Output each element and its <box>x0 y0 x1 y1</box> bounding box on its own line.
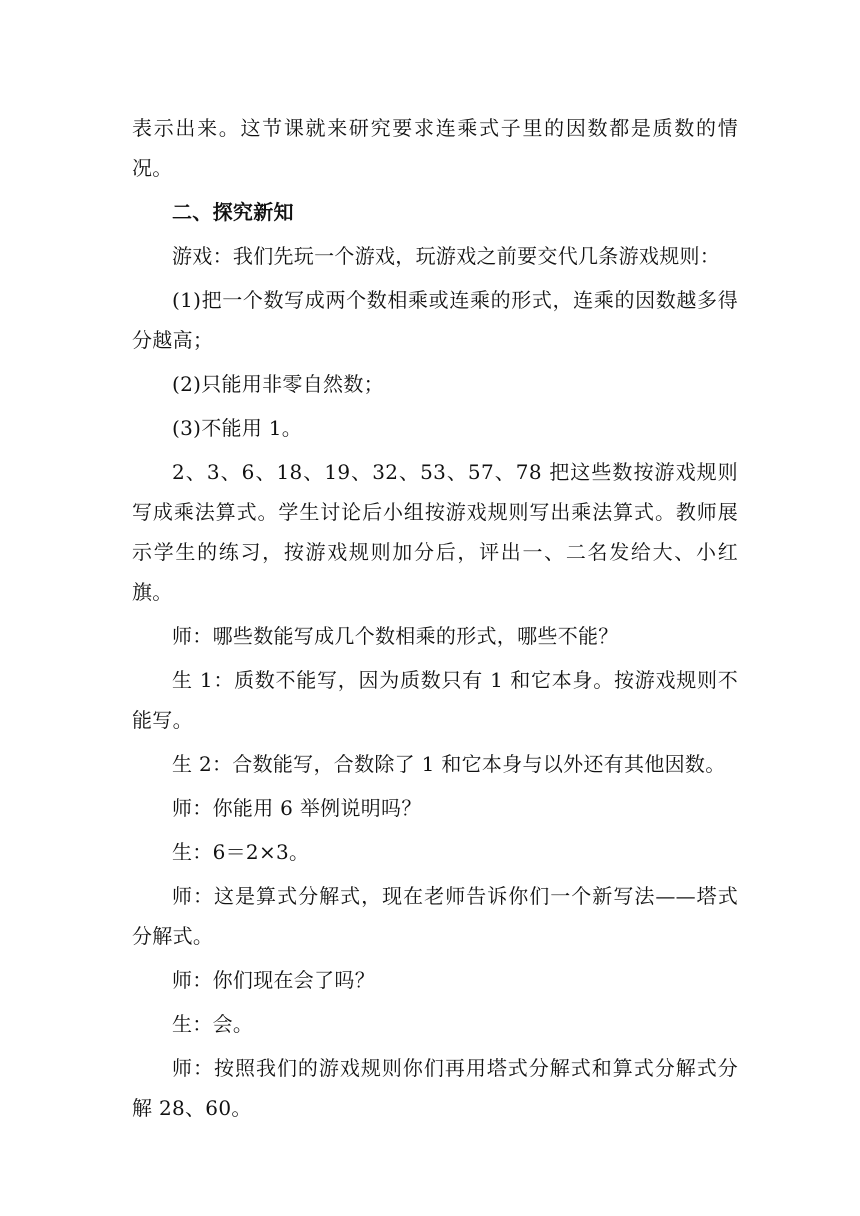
paragraph-game-intro: 游戏：我们先玩一个游戏，玩游戏之前要交代几条游戏规则： <box>172 244 721 268</box>
paragraph-teacher-question: 师：哪些数能写成几个数相乘的形式，哪些不能？ <box>172 624 619 648</box>
paragraph-student-answer: 生：6＝2×3。 <box>172 840 310 864</box>
paragraph-intro-continuation: 表示出来。这节课就来研究要求连乘式子里的因数都是质数的情况。 <box>132 116 738 180</box>
paragraph-student-yes: 生：会。 <box>172 1012 254 1036</box>
paragraph-teacher-new-method: 师：这是算式分解式，现在老师告诉你们一个新写法——塔式分解式。 <box>132 884 738 948</box>
paragraph-rule-2: (2)只能用非零自然数； <box>172 372 384 396</box>
section-heading: 二、探究新知 <box>172 200 294 224</box>
paragraph-teacher-check: 师：你们现在会了吗？ <box>172 968 375 992</box>
paragraph-teacher-task: 师：按照我们的游戏规则你们再用塔式分解式和算式分解式分解 28、60。 <box>132 1056 738 1120</box>
paragraph-student-2: 生 2：合数能写，合数除了 1 和它本身与以外还有其他因数。 <box>172 752 726 776</box>
document-body <box>132 108 738 1132</box>
paragraph-teacher-example: 师：你能用 6 举例说明吗？ <box>172 796 422 820</box>
paragraph-numbers-exercise: 2、3、6、18、19、32、53、57、78 把这些数按游戏规则写成乘法算式。学生讨论后小组按游戏规则写出乘法算式。教师展示学生的练习，按游戏规则加分后，评出一、二名发给大、小红旗。 <box>132 460 738 604</box>
paragraph-rule-3: (3)不能用 1。 <box>172 416 303 440</box>
paragraph-student-1: 生 1：质数不能写，因为质数只有 1 和它本身。按游戏规则不能写。 <box>132 668 738 732</box>
paragraph-rule-1: (1)把一个数写成两个数相乘或连乘的形式，连乘的因数越多得分越高； <box>132 288 738 352</box>
